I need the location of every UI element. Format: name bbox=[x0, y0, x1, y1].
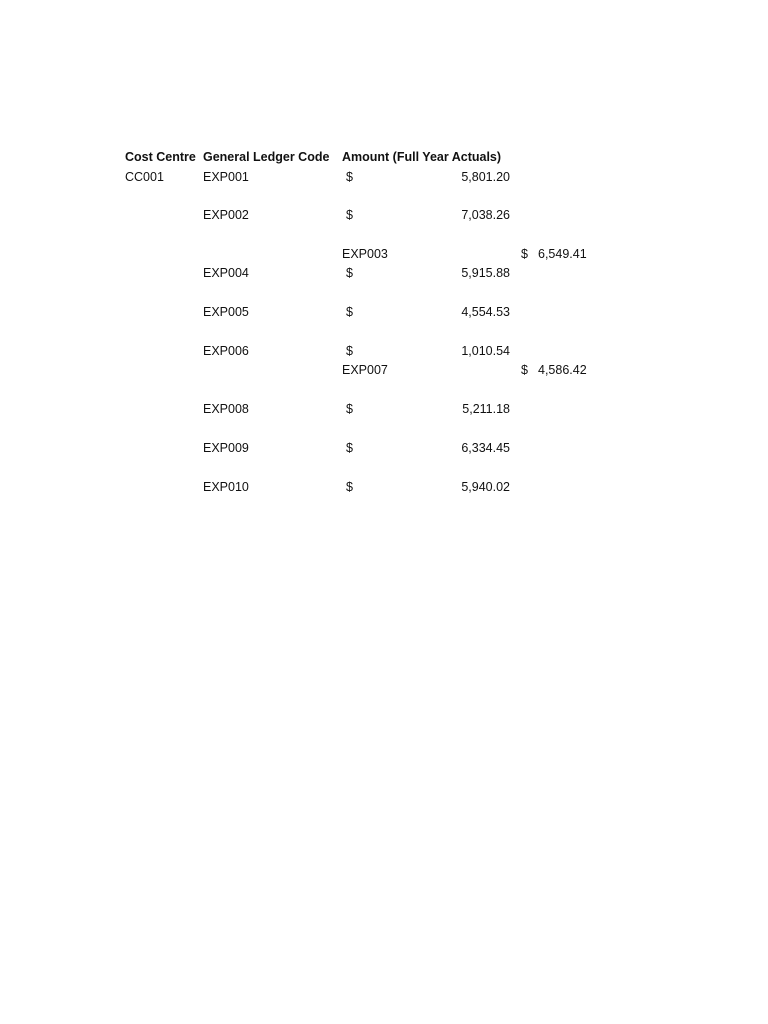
currency-symbol: $ bbox=[521, 363, 528, 377]
gl-code-cell: EXP005 bbox=[203, 305, 249, 319]
cost-centre-value: CC001 bbox=[125, 170, 164, 184]
gl-code-cell: EXP009 bbox=[203, 441, 249, 455]
amount-cell: 1,010.54 bbox=[461, 344, 510, 358]
gl-code-cell: EXP007 bbox=[342, 363, 388, 377]
amount-cell: 5,211.18 bbox=[462, 402, 510, 416]
currency-symbol: $ bbox=[346, 441, 353, 455]
currency-symbol: $ bbox=[346, 344, 353, 358]
currency-symbol: $ bbox=[346, 208, 353, 222]
amount-cell: 5,801.20 bbox=[461, 170, 510, 184]
gl-code-cell: EXP004 bbox=[203, 266, 249, 280]
gl-code-cell: EXP006 bbox=[203, 344, 249, 358]
amount-cell: 4,586.42 bbox=[538, 363, 587, 377]
header-cost-centre: Cost Centre bbox=[125, 150, 196, 164]
gl-code-cell: EXP008 bbox=[203, 402, 249, 416]
currency-symbol: $ bbox=[521, 247, 528, 261]
gl-code-cell: EXP001 bbox=[203, 170, 249, 184]
amount-cell: 5,915.88 bbox=[461, 266, 510, 280]
amount-cell: 4,554.53 bbox=[461, 305, 510, 319]
gl-code-cell: EXP003 bbox=[342, 247, 388, 261]
currency-symbol: $ bbox=[346, 480, 353, 494]
currency-symbol: $ bbox=[346, 266, 353, 280]
gl-code-cell: EXP002 bbox=[203, 208, 249, 222]
gl-code-cell: EXP010 bbox=[203, 480, 249, 494]
amount-cell: 7,038.26 bbox=[461, 208, 510, 222]
header-gl-code: General Ledger Code bbox=[203, 150, 330, 164]
amount-cell: 5,940.02 bbox=[461, 480, 510, 494]
amount-cell: 6,549.41 bbox=[538, 247, 587, 261]
currency-symbol: $ bbox=[346, 305, 353, 319]
currency-symbol: $ bbox=[346, 402, 353, 416]
currency-symbol: $ bbox=[346, 170, 353, 184]
amount-cell: 6,334.45 bbox=[461, 441, 510, 455]
header-amount: Amount (Full Year Actuals) bbox=[342, 150, 502, 164]
